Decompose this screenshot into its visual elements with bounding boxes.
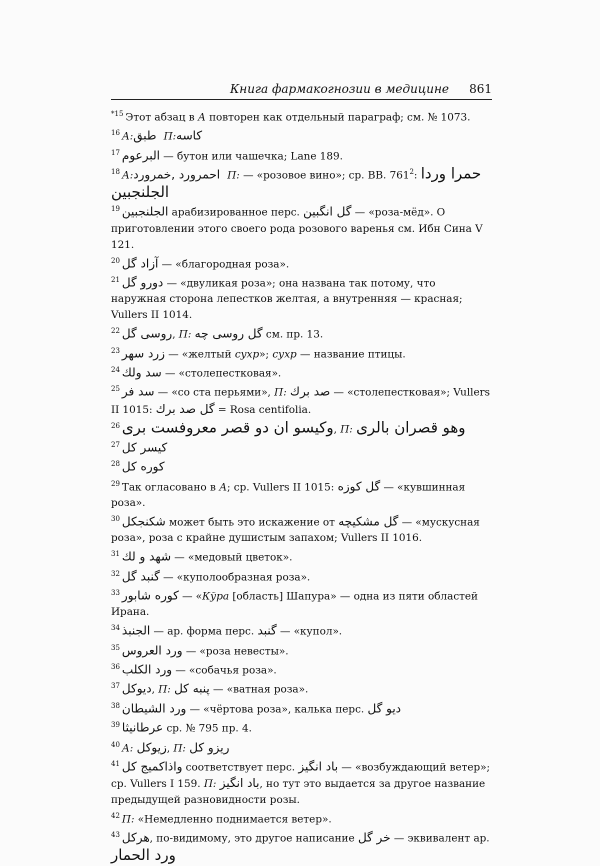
footnote [111, 254, 492, 273]
footnote-text: 2 [409, 168, 414, 177]
arabic-term: گل روسی چه [194, 326, 263, 341]
footnote-number: 30 [111, 514, 120, 523]
footnote [111, 324, 492, 343]
footnote [111, 621, 492, 640]
footnote-number: 35 [111, 643, 120, 652]
footnote-text: А: [121, 169, 134, 182]
footnote-text: — «собачья роза». [172, 664, 277, 677]
footnote-number: 19 [111, 205, 120, 214]
arabic-term: طبق [133, 128, 161, 143]
footnote-text: П: [121, 813, 135, 826]
arabic-term: باد انگیز [298, 759, 339, 774]
footnotes [111, 107, 492, 866]
footnote-text: П: [178, 328, 192, 341]
arabic-term: هركل [121, 830, 150, 845]
arabic-term: گنبد [257, 623, 277, 638]
footnote-text: = Rosa centifolia. [214, 403, 312, 416]
footnote-number: 39 [111, 721, 120, 730]
footnote-text: ; ср. Vullers II 1015: [226, 481, 338, 494]
footnote-text: П: [163, 130, 177, 143]
arabic-term: شكنجكل [121, 514, 166, 529]
arabic-term: ريزو كل [189, 740, 230, 754]
footnote-text: — «розовое вино»; ср. BB. 761 [239, 169, 410, 182]
footnote-text: сухр [272, 348, 297, 360]
footnote-text: сухр [234, 348, 260, 360]
footnote-text: — эквивалент ар. [390, 832, 490, 845]
footnote-number: 34 [111, 624, 120, 633]
footnote-number: 37 [111, 682, 120, 691]
footnote-number: 32 [111, 569, 120, 578]
footnote-text: ср. № 795 пр. 4. [163, 722, 252, 735]
footnote-number: 31 [111, 550, 120, 559]
arabic-term: باد انگیز [219, 776, 260, 791]
footnote-text: см. пр. 13. [262, 328, 324, 341]
footnote-text: — «двуликая роза»; она названа так потому, что наружная сторона лепестков желтая, а внутренняя — красная; Vullers II 1014. [111, 277, 463, 322]
footnote [111, 382, 492, 418]
arabic-term: حمرا وردا [420, 164, 482, 183]
footnote-text: А: [121, 130, 134, 143]
arabic-term: گل انگبین [303, 204, 352, 219]
footnote-text: , по-видимому, это другое написание [149, 832, 358, 845]
footnote-number: 20 [111, 256, 120, 265]
footnote [111, 344, 492, 363]
footnote-text: А [219, 481, 227, 494]
footnote-number: 21 [111, 275, 120, 284]
footnote-text: , но тут это выдается за другое название предыдущей разновидности розы. [111, 778, 486, 807]
arabic-term: پنبه كل [174, 681, 210, 696]
arabic-term: الجلنجبين [121, 204, 169, 219]
footnote [111, 273, 492, 324]
footnote [111, 107, 492, 126]
arabic-term: زيوكل [136, 740, 167, 754]
arabic-term: ورد الشيطان [121, 701, 187, 716]
arabic-term: عرطانيثا [121, 720, 164, 735]
arabic-term: واذاكمیج كل [121, 759, 183, 774]
arabic-term: الجنبذ [121, 623, 151, 638]
footnote-number: 42 [111, 812, 120, 821]
footnote [111, 146, 492, 165]
footnote-text: А [197, 111, 206, 124]
footnote-text: «Немедленно поднимается ветер». [134, 813, 332, 826]
footnote-text: — бутон или чашечка; Lane 189. [159, 150, 343, 163]
footnote-text: — «мускусная роза», роза с крайне душистым запахом; Vullers II 1016. [111, 516, 480, 545]
footnote-text: П: [203, 778, 217, 791]
arabic-term: كوره شابور [121, 588, 179, 603]
arabic-term: احمرورد ,خمرورد [133, 167, 224, 182]
running-header [111, 82, 492, 100]
arabic-term: سد فر [121, 384, 155, 399]
footnote [111, 699, 492, 718]
footnote [111, 567, 492, 586]
footnote-text: — «медовый цветок». [171, 551, 293, 564]
footnote-text: П: [227, 169, 240, 182]
footnote-number: 36 [111, 663, 120, 672]
footnote-number: 40 [111, 740, 120, 749]
footnote-text: может быть это искажение от [165, 516, 339, 529]
footnote-number: 33 [111, 589, 120, 597]
footnote-number: 17 [111, 148, 120, 157]
footnote-text: — «купол». [276, 625, 343, 638]
footnote-text: — «желтый [164, 348, 235, 360]
footnote-text: — «кувшинная роза». [111, 481, 466, 510]
arabic-term: گل کوزه [337, 479, 381, 494]
footnote [111, 512, 492, 547]
footnote-text: Этот абзац в [125, 111, 198, 124]
footnote-text: соответствует перс. [182, 761, 299, 774]
arabic-term: كاسه [176, 128, 206, 143]
footnote-text: — «возбуждающий ветер»; ср. Vullers I 159. [111, 761, 491, 791]
arabic-term: گنبد گل [121, 569, 160, 584]
footnote-text: П: [274, 386, 287, 399]
footnote [111, 679, 492, 698]
arabic-term: گل صد برك [155, 401, 215, 416]
footnote-text: повторен как отдельный параграф; см. № 1073. [205, 111, 471, 124]
arabic-term: ورد العروس [121, 643, 183, 658]
footnote-text: , [172, 328, 179, 341]
footnote [111, 363, 492, 382]
arabic-term: كيسر كل [121, 440, 168, 455]
footnote [111, 718, 492, 737]
arabic-term: كوره كل [121, 459, 165, 474]
arabic-term: خر گل [357, 830, 391, 845]
arabic-term: ديوكل [121, 681, 152, 696]
footnote [111, 457, 492, 476]
footnote [111, 419, 492, 438]
footnote-number: 18 [111, 168, 120, 177]
footnote [111, 660, 492, 679]
footnote [111, 845, 492, 866]
arabic-term: وكيسو ان دو قصر معروفست بری [121, 418, 334, 437]
footnote-number: 43 [111, 831, 120, 840]
footnote-text: П: [173, 742, 186, 754]
footnote-text: , [333, 423, 341, 436]
arabic-term: ورد الحمار [111, 845, 176, 864]
footnote-text: арабизированное перс. [168, 206, 304, 219]
footnote-text: , [151, 683, 159, 696]
footnote [111, 809, 492, 828]
footnote-text: П: [340, 423, 353, 436]
footnote-text: — «ватная роза». [209, 683, 309, 696]
footnote-text: — « [178, 590, 203, 603]
arabic-term: صد برك [290, 384, 331, 399]
page-number: 861 [469, 82, 492, 96]
footnote-text: — «столепестковая». [161, 367, 282, 380]
footnote [111, 586, 492, 621]
arabic-term: ديو گل [367, 701, 402, 716]
footnote-text: — «куполообразная роза». [159, 571, 311, 584]
footnote-text: [область] Шапура» — одна из пяти областей Ирана. [111, 590, 478, 619]
footnote-text: — «столепестковая»; Vullers II 1015: [111, 386, 490, 416]
footnote-text: Так огласовано в [121, 481, 220, 494]
footnote-number: 38 [111, 701, 120, 710]
footnote-text: — «чёртова роза», калька перс. [186, 703, 368, 716]
footnote-number: 25 [111, 385, 120, 394]
arabic-term: ورد الكلب [121, 662, 173, 677]
footnote-text: — «благородная роза». [158, 258, 290, 271]
footnote-text: П: [158, 683, 171, 696]
arabic-term: آزاد گل [121, 256, 159, 271]
footnote-number: *15 [111, 110, 124, 118]
arabic-term: الجلنجبين [111, 182, 170, 201]
arabic-term: سد ولك [121, 365, 162, 380]
footnote-number: 24 [111, 365, 120, 374]
footnote [111, 126, 492, 145]
footnote-number: 22 [111, 327, 120, 336]
footnote-text: — «роза-мёд». О приготовлении этого своего рода розового варенья см. Ибн Сина V 121. [111, 206, 483, 251]
footnote-number: 26 [111, 421, 120, 430]
footnote-text: А: [121, 742, 134, 754]
footnote [111, 738, 492, 757]
arabic-term: البرعوم [121, 148, 160, 163]
footnote-text: — название птицы. [296, 348, 406, 360]
header-rule [111, 99, 492, 100]
footnote-number: 27 [111, 440, 120, 449]
footnote [111, 641, 492, 660]
footnote-text: »; [259, 348, 273, 360]
footnote-number: 16 [111, 129, 120, 138]
footnote [111, 547, 492, 566]
footnote-number: 41 [111, 759, 120, 768]
footnote-text: — ар. форма перс. [150, 625, 258, 638]
footnote-text: — «роза невесты». [182, 645, 289, 658]
footnote [111, 438, 492, 457]
arabic-term: روسی گل [121, 326, 173, 341]
running-title: Книга фармакогнозии в медицине [230, 82, 449, 96]
arabic-term: زرد سهر [121, 346, 165, 360]
footnote-text: Кўра [202, 590, 230, 603]
arabic-term: وهو قصران بالری [356, 418, 466, 437]
arabic-term: گل مشكیچه [338, 514, 399, 529]
footnote [111, 477, 492, 512]
footnote-number: 23 [111, 346, 120, 355]
footnote-number: 29 [111, 479, 120, 488]
footnote-number: 28 [111, 460, 120, 469]
footnote-text: , [166, 742, 174, 754]
footnote [111, 757, 492, 809]
footnote-text: — «со ста перьями», [154, 386, 275, 399]
arabic-term: دورو گل [121, 275, 164, 290]
arabic-term: شهد و لك [121, 549, 171, 564]
footnote [111, 182, 492, 203]
footnote-text: : [413, 169, 421, 182]
footnote [111, 202, 492, 253]
